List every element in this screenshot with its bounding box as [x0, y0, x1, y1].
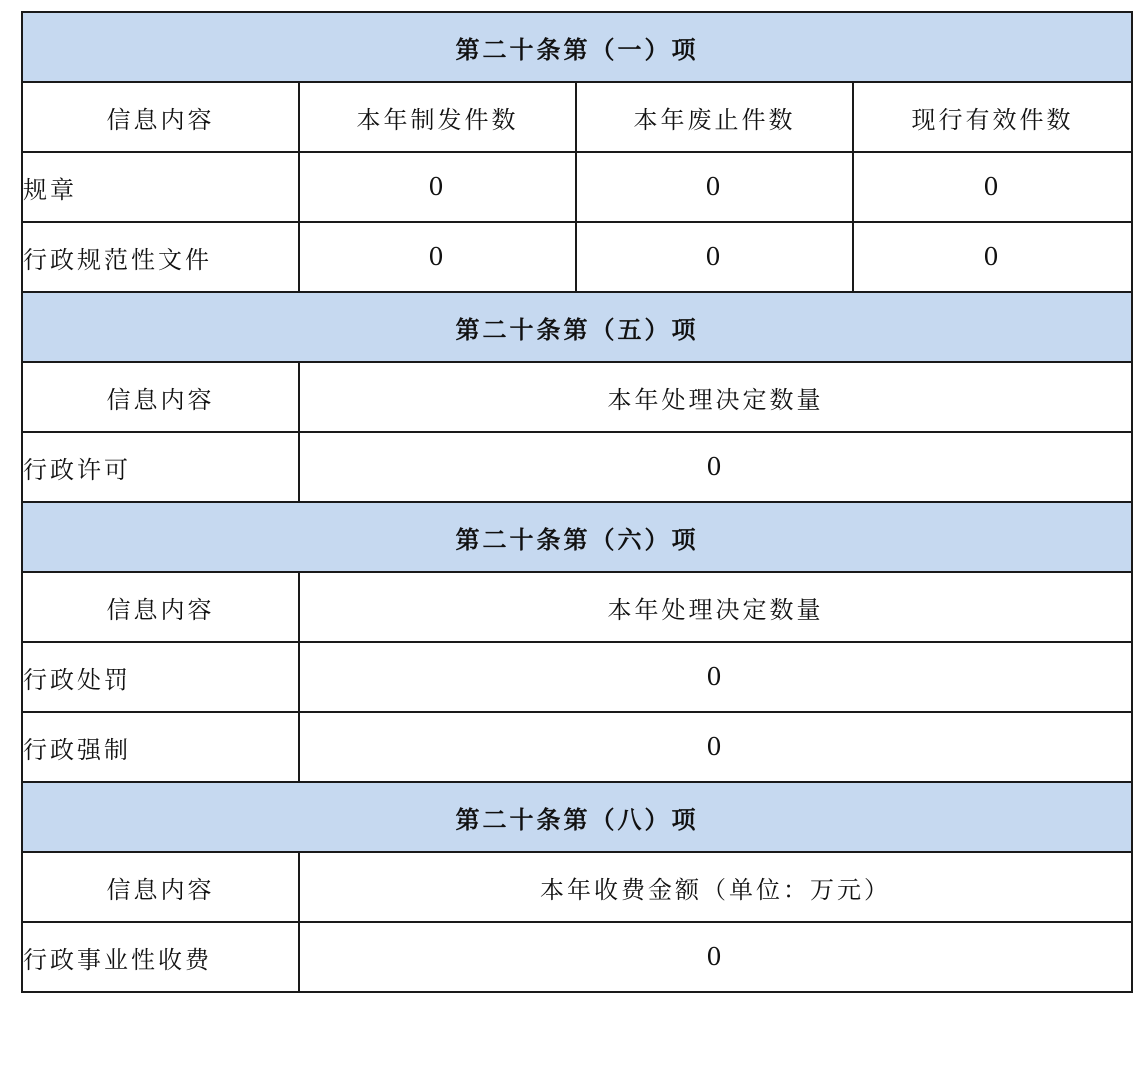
cell-value: 0 [299, 222, 576, 292]
section-title: 第二十条第（八）项 [22, 782, 1132, 852]
cell-value: 0 [299, 152, 576, 222]
row-label: 行政规范性文件 [22, 222, 299, 292]
column-header-row [22, 362, 1132, 432]
section-title: 第二十条第（五）项 [22, 292, 1132, 362]
section-header-row [22, 502, 1132, 572]
column-header: 本年收费金额（单位：万元） [299, 852, 1132, 922]
column-header: 信息内容 [22, 82, 299, 152]
cell-value: 0 [576, 152, 853, 222]
column-header: 本年废止件数 [576, 82, 853, 152]
cell-value: 0 [299, 432, 1132, 502]
table-row [22, 642, 1132, 712]
column-header: 信息内容 [22, 572, 299, 642]
cell-value: 0 [576, 222, 853, 292]
column-header: 现行有效件数 [853, 82, 1132, 152]
section-header-row [22, 12, 1132, 82]
section-header-row [22, 782, 1132, 852]
cell-value: 0 [853, 152, 1132, 222]
cell-value: 0 [299, 712, 1132, 782]
section-header-row [22, 292, 1132, 362]
disclosure-table [21, 11, 1133, 993]
column-header-row [22, 572, 1132, 642]
column-header-row [22, 82, 1132, 152]
row-label: 规章 [22, 152, 299, 222]
table-row [22, 432, 1132, 502]
table-row [22, 222, 1132, 292]
column-header: 本年制发件数 [299, 82, 576, 152]
cell-value: 0 [299, 642, 1132, 712]
section-title: 第二十条第（一）项 [22, 12, 1132, 82]
column-header-row [22, 852, 1132, 922]
column-header: 信息内容 [22, 852, 299, 922]
table-row [22, 152, 1132, 222]
column-header: 信息内容 [22, 362, 299, 432]
row-label: 行政处罚 [22, 642, 299, 712]
row-label: 行政事业性收费 [22, 922, 299, 992]
row-label: 行政强制 [22, 712, 299, 782]
cell-value: 0 [299, 922, 1132, 992]
row-label: 行政许可 [22, 432, 299, 502]
column-header: 本年处理决定数量 [299, 572, 1132, 642]
column-header: 本年处理决定数量 [299, 362, 1132, 432]
table-row [22, 712, 1132, 782]
cell-value: 0 [853, 222, 1132, 292]
table-row [22, 922, 1132, 992]
section-title: 第二十条第（六）项 [22, 502, 1132, 572]
